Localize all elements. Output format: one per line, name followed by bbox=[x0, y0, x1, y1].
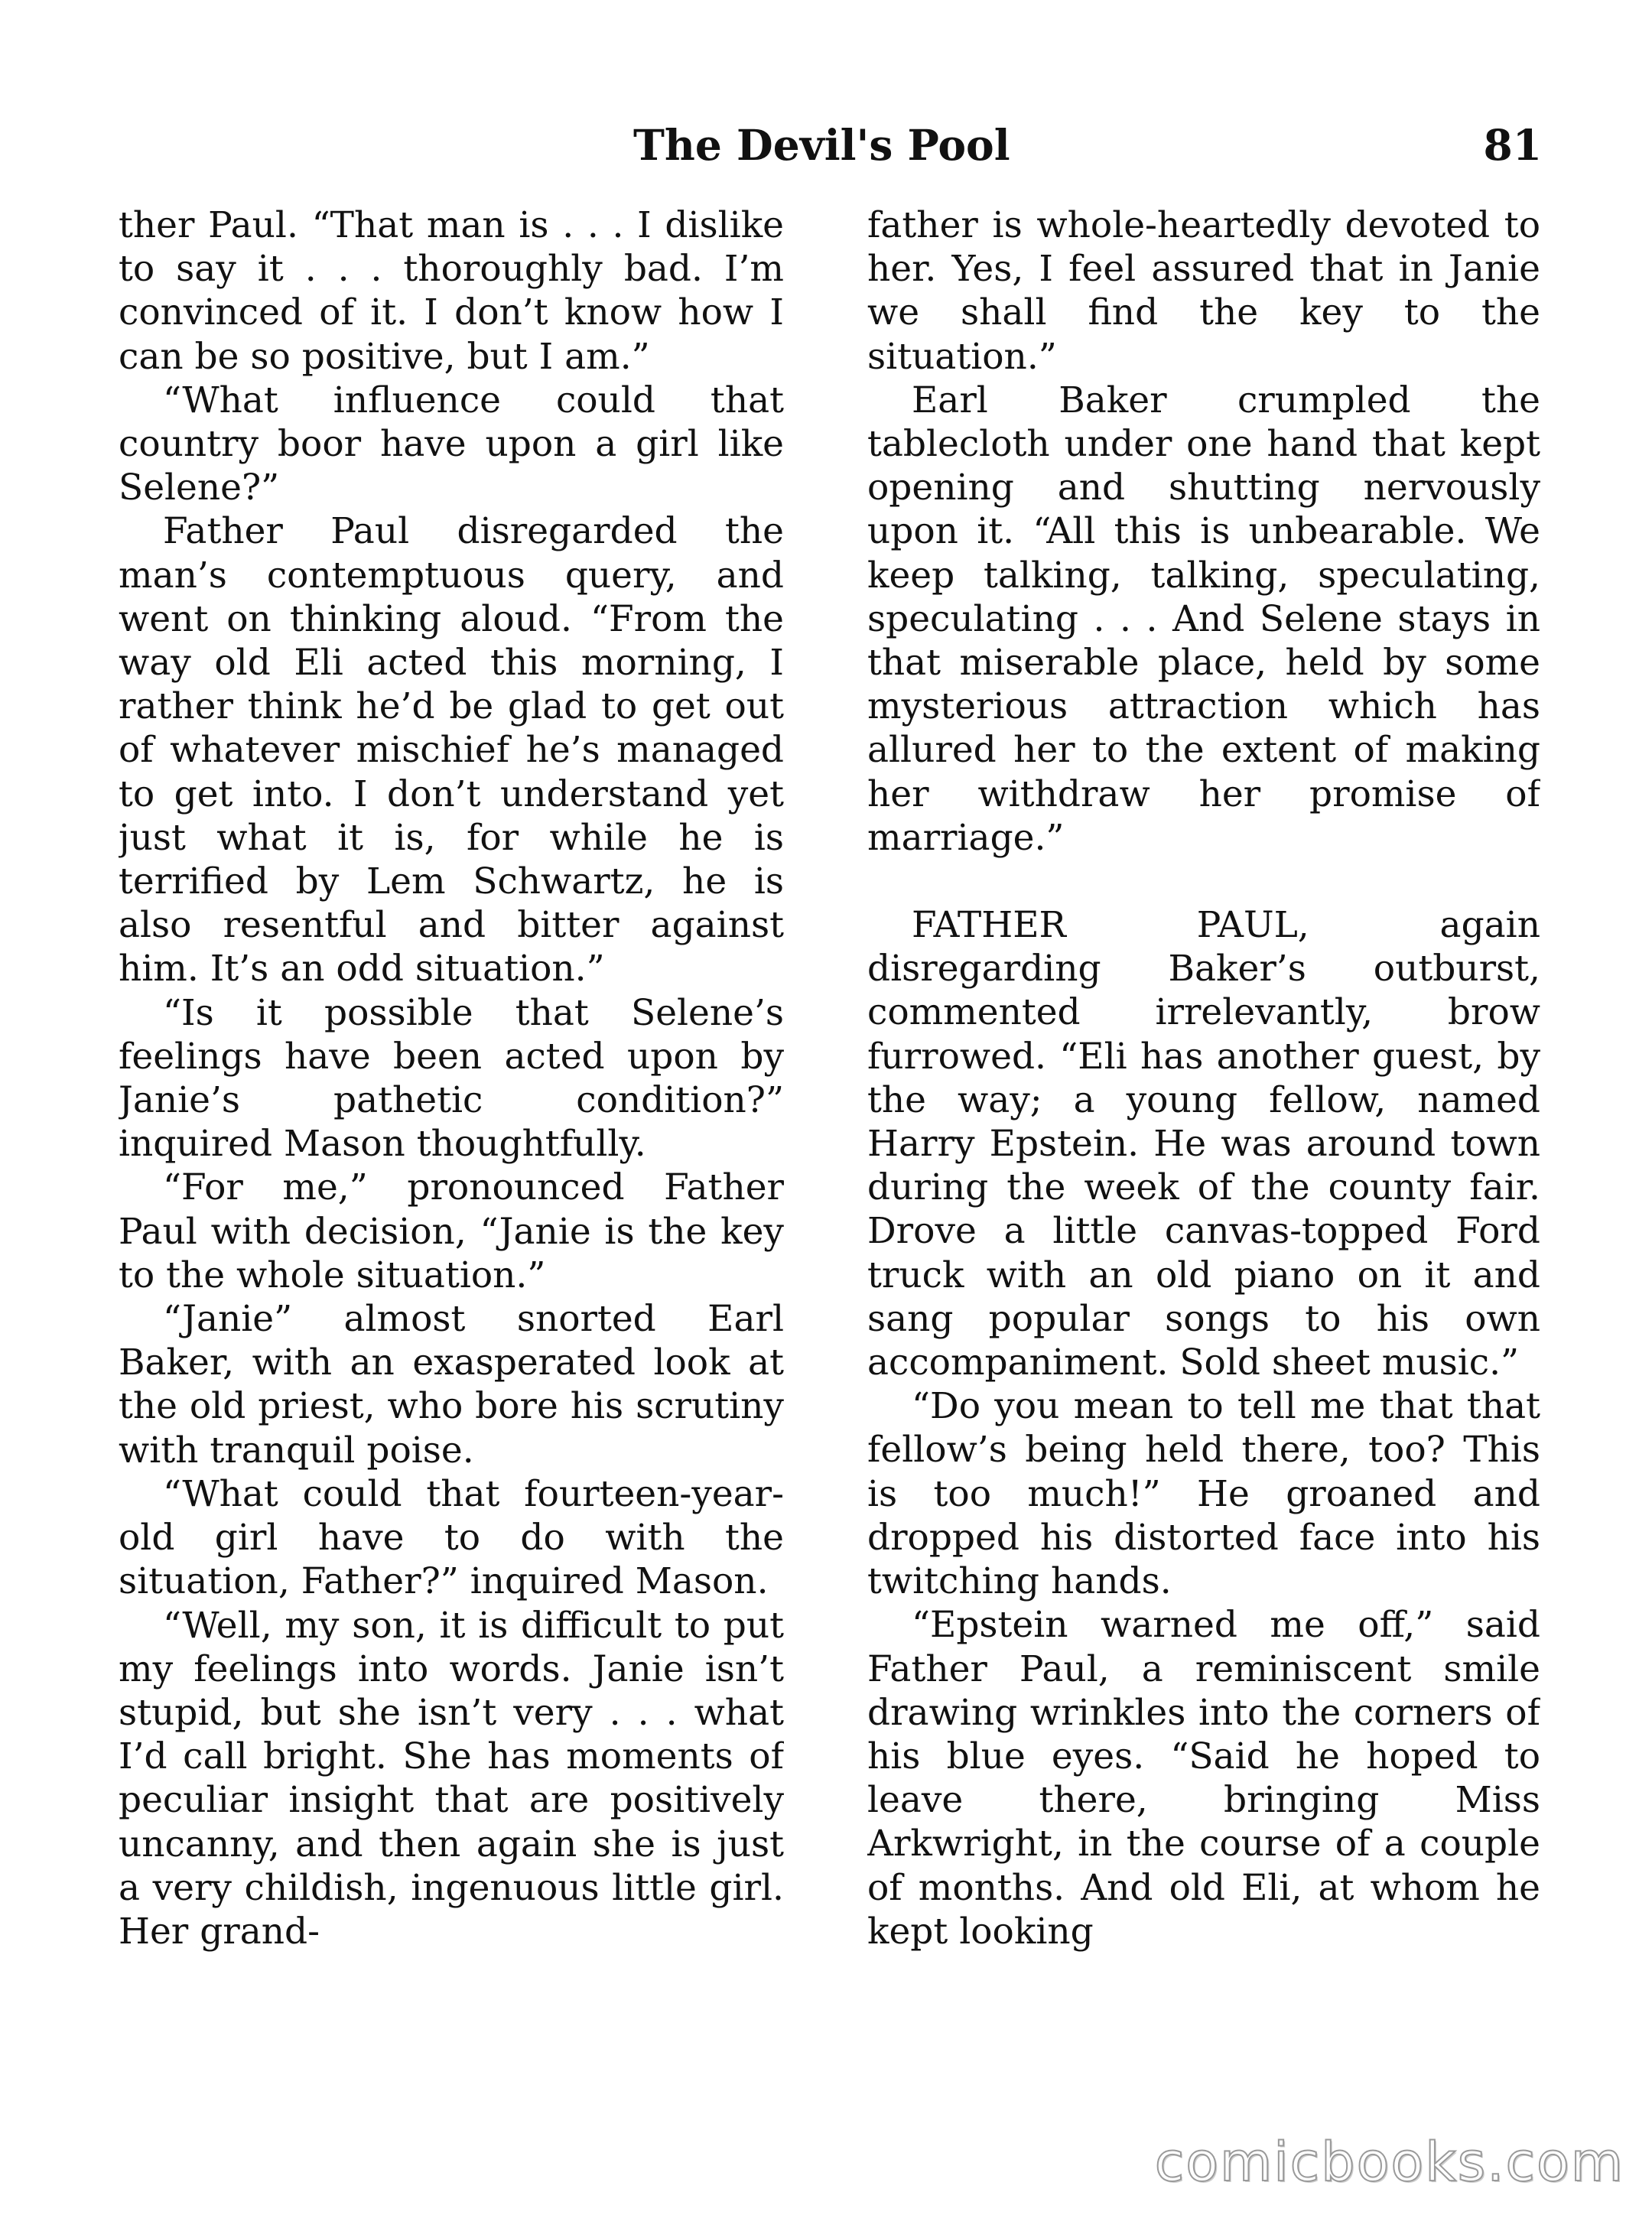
site-watermark: comicbooks.com bbox=[1154, 2131, 1624, 2194]
paragraph: ther Paul. “That man is . . . I dislike to say it . . . thoroughly bad. I’m convinced of it. I don’t know how I can be so positive, but I am.” bbox=[119, 204, 784, 378]
paragraph-section-start: FATHER PAUL, again disregarding Baker’s outburst, commented irrelevantly, brow furrowed. “Eli has another guest, by the way; a young fellow, named Harry Epstein. He was around town during the week of the county fair. Drove a little canvas-topped Ford truck with an old piano on it and sang popular songs to his own accompaniment. Sold sheet music.” bbox=[867, 904, 1540, 1384]
paragraph: “Well, my son, it is difficult to put my feelings into words. Janie isn’t stupid, but she isn’t very . . . what I’d call bright. She has moments of peculiar insight that are positively uncanny, and then again she is just a very childish, ingenuous little girl. Her grand- bbox=[119, 1604, 784, 1953]
paragraph: “Is it possible that Selene’s feelings have been acted upon by Janie’s pathetic condition?” inquired Mason thoughtfully. bbox=[119, 991, 784, 1166]
text-column-left bbox=[119, 203, 784, 2081]
paragraph: Father Paul disregarded the man’s contemptuous query, and went on thinking aloud. “From the way old Eli acted this morning, I rather think he’d be glad to get out of whatever mischief he’s managed to get into. I don’t understand yet just what it is, for while he is terrified by Lem Schwartz, he is also resentful and bitter against him. It’s an odd situation.” bbox=[119, 510, 784, 990]
running-head-title: The Devil's Pool bbox=[633, 119, 1010, 170]
paragraph: father is whole-heartedly devoted to her. Yes, I feel assured that in Janie we shall find the key to the situation.” bbox=[867, 204, 1540, 378]
paragraph: “What could that fourteen-year-old girl have to do with the situation, Father?” inquired Mason. bbox=[119, 1472, 784, 1603]
paragraph: “What influence could that country boor have upon a girl like Selene?” bbox=[119, 379, 784, 509]
paragraph: “For me,” pronounced Father Paul with decision, “Janie is the key to the whole situation.” bbox=[119, 1166, 784, 1296]
paragraph: “Epstein warned me off,” said Father Paul, a reminiscent smile drawing wrinkles into the corners of his blue eyes. “Said he hoped to leave there, bringing Miss Arkwright, in the course of a couple of months. And old Eli, at whom he kept looking bbox=[867, 1604, 1540, 1953]
paragraph: “Janie” almost snorted Earl Baker, with an exasperated look at the old priest, who bore his scrutiny with tranquil poise. bbox=[119, 1298, 784, 1472]
text-column-right bbox=[867, 203, 1540, 2081]
running-head bbox=[633, 116, 1542, 173]
paragraph: Earl Baker crumpled the tablecloth under one hand that kept opening and shutting nervously upon it. “All this is unbearable. We keep talking, talking, speculating, speculating . . . And Selene stays in that miserable place, held by some mysterious attraction which has allured her to the extent of making her withdraw her promise of marriage.” bbox=[867, 379, 1540, 859]
paragraph: “Do you mean to tell me that that fellow’s being held there, too? This is too much!” He groaned and dropped his distorted face into his twitching hands. bbox=[867, 1385, 1540, 1603]
page-number: 81 bbox=[1483, 119, 1542, 170]
